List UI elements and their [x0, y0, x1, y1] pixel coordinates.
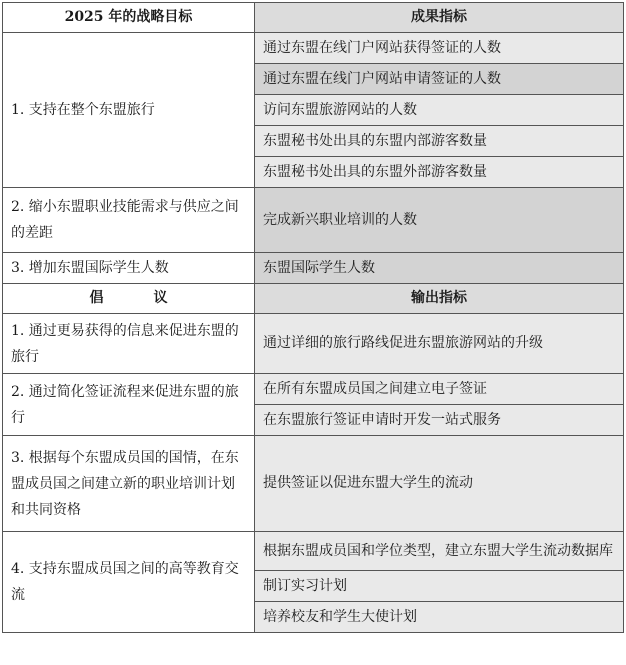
table-row [3, 253, 624, 284]
indicator-cell: 通过东盟在线门户网站申请签证的人数 [255, 64, 624, 95]
table-row [3, 374, 624, 405]
indicator-cell: 在所有东盟成员国之间建立电子签证 [255, 374, 624, 405]
indicator-cell: 东盟国际学生人数 [255, 253, 624, 284]
strategy-table [2, 2, 624, 633]
indicator-cell: 制订实习计划 [255, 571, 624, 602]
initiative-cell: 2. 通过简化签证流程来促进东盟的旅行 [3, 374, 255, 436]
goal-cell: 2. 缩小东盟职业技能需求与供应之间的差距 [3, 188, 255, 253]
table-row [3, 532, 624, 571]
goal-cell: 3. 增加东盟国际学生人数 [3, 253, 255, 284]
indicator-cell: 完成新兴职业培训的人数 [255, 188, 624, 253]
goal-cell: 1. 支持在整个东盟旅行 [3, 33, 255, 188]
initiative-cell: 3. 根据每个东盟成员国的国情，在东盟成员国之间建立新的职业培训计划和共同资格 [3, 436, 255, 532]
indicator-cell: 根据东盟成员国和学位类型，建立东盟大学生流动数据库 [255, 532, 624, 571]
indicator-cell: 访问东盟旅游网站的人数 [255, 95, 624, 126]
header-outputs: 输出指标 [255, 284, 624, 314]
header-goals: 2025 年的战略目标 [3, 3, 255, 33]
indicator-cell: 培养校友和学生大使计划 [255, 602, 624, 633]
header-outcomes: 成果指标 [255, 3, 624, 33]
table-row [3, 436, 624, 532]
initiative-cell: 4. 支持东盟成员国之间的高等教育交流 [3, 532, 255, 633]
table-header-row [3, 3, 624, 33]
table-row [3, 188, 624, 253]
table-header-row [3, 284, 624, 314]
table-row [3, 33, 624, 64]
header-initiatives: 倡 议 [3, 284, 255, 314]
indicator-cell: 东盟秘书处出具的东盟内部游客数量 [255, 126, 624, 157]
indicator-cell: 提供签证以促进东盟大学生的流动 [255, 436, 624, 532]
indicator-cell: 通过详细的旅行路线促进东盟旅游网站的升级 [255, 314, 624, 374]
table-row [3, 314, 624, 374]
initiative-cell: 1. 通过更易获得的信息来促进东盟的旅行 [3, 314, 255, 374]
indicator-cell: 东盟秘书处出具的东盟外部游客数量 [255, 157, 624, 188]
indicator-cell: 通过东盟在线门户网站获得签证的人数 [255, 33, 624, 64]
indicator-cell: 在东盟旅行签证申请时开发一站式服务 [255, 405, 624, 436]
